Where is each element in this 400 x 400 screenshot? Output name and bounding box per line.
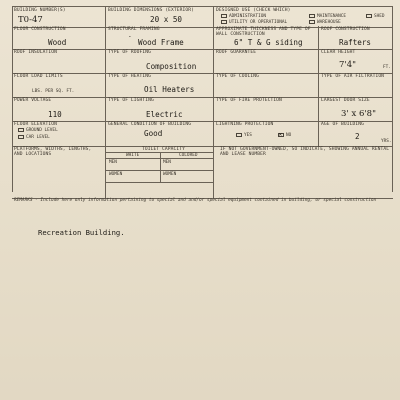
clear-height-value: 7'4" (339, 60, 357, 70)
condition-cell (106, 121, 214, 146)
car-level-checkbox[interactable] (18, 135, 24, 139)
building-age-value: 2 (355, 132, 360, 141)
row-6 (12, 121, 393, 147)
toilet-divider (106, 170, 214, 171)
wall-construction-label: APPROXIMATE THICKNESS AND TYPE OF WALL CONSTRUCTION (216, 27, 311, 37)
clear-height-label: CLEAR HEIGHT (321, 50, 356, 55)
toilet-capacity-cell (106, 146, 214, 198)
door-size-cell (319, 97, 393, 121)
toilet-men-colored-label: MEN (163, 160, 171, 165)
heating-cell (106, 73, 214, 97)
floor-load-cell (12, 73, 106, 97)
door-size-value: 3' x 6'8" (341, 109, 377, 119)
roof-construction-label: ROOF CONSTRUCTION (321, 27, 370, 32)
building-age-label: AGE OF BUILDING (321, 122, 364, 127)
door-size-label: LARGEST DOOR SIZE (321, 98, 370, 103)
lighting-cell (106, 97, 214, 121)
clear-height-unit: FT. (383, 65, 391, 70)
ground-level-checkbox[interactable] (18, 128, 24, 132)
roof-construction-cell (319, 26, 393, 49)
lighting-label: TYPE OF LIGHTING (108, 98, 154, 103)
power-voltage-value: 110 (48, 110, 62, 119)
utility-checkbox[interactable] (221, 20, 227, 24)
roof-insulation-label: ROOF INSULATION (14, 50, 57, 55)
roofing-type-cell (106, 49, 214, 73)
floor-elevation-cell (12, 121, 106, 146)
building-age-cell (319, 121, 393, 146)
maintenance-label: MAINTENANCE (317, 13, 347, 19)
form-right-border (392, 6, 393, 192)
administration-checkbox[interactable] (221, 14, 227, 18)
heating-value: Oil Heaters (144, 85, 195, 94)
designed-use-label: DESIGNED USE (CHECK WHICH) (216, 8, 291, 13)
wall-construction-cell (214, 26, 319, 49)
roof-guarantee-label: ROOF GUARANTEE (216, 50, 257, 55)
building-numbers-label: BUILDING NUMBER(S) (14, 8, 66, 13)
administration-label: ADMINISTRATION (229, 13, 267, 19)
lightning-no-checkmark-icon: ✕ (278, 131, 283, 138)
floor-load-label: FLOOR LOAD LIMITS (14, 74, 63, 79)
floor-construction-label: FLOOR CONSTRUCTION (14, 27, 66, 32)
ground-level-label: GROUND LEVEL (26, 127, 58, 133)
remarks-value: Recreation Building. (38, 228, 125, 237)
lightning-protection-cell (214, 121, 319, 146)
fire-protection-cell (214, 97, 319, 121)
row-7 (12, 146, 393, 199)
rental-cell (214, 146, 393, 198)
row-5 (12, 97, 393, 122)
toilet-capacity-label: TOILET CAPACITY (142, 147, 185, 152)
toilet-divider (106, 182, 214, 183)
toilet-white-header: WHITE (126, 153, 140, 158)
warehouse-label: WAREHOUSE (317, 19, 341, 25)
structural-framing-label: STRUCTURAL FRAMING (108, 27, 160, 32)
toilet-women-white-label: WOMEN (109, 172, 123, 177)
designed-use-cell (214, 7, 393, 27)
clear-height-cell (319, 49, 393, 73)
fire-protection-label: TYPE OF FIRE PROTECTION (216, 98, 282, 103)
toilet-women-colored-label: WOMEN (163, 172, 177, 177)
structural-framing-value: Wood Frame (138, 38, 184, 47)
air-filtration-label: TYPE OF AIR FILTRATION (321, 74, 385, 79)
dimensions-label: BUILDING DIMENSIONS (EXTERIOR) (108, 8, 194, 13)
warehouse-checkbox[interactable] (309, 20, 315, 24)
toilet-divider (106, 158, 214, 159)
car-level-label: CAR LEVEL (26, 134, 50, 140)
platforms-label: PLATFORMS, WIDTHS, LENGTHS, AND LOCATIONS (14, 147, 92, 157)
floor-load-unit: LBS. PER SQ. FT. (32, 89, 75, 94)
rental-label: IF NOT GOVERNMENT-OWNED, SO INDICATE, SHOWING ANNUAL RENTAL AND LEASE NUMBER (220, 147, 390, 157)
wall-construction-value: 6" T & G siding (234, 38, 303, 47)
building-age-unit: YRS. (381, 139, 392, 144)
condition-label: GENERAL CONDITION OF BUILDING (108, 122, 192, 127)
row-2 (12, 26, 393, 50)
roof-guarantee-cell (214, 49, 319, 73)
platforms-cell (12, 146, 106, 198)
floor-construction-cell (12, 26, 106, 49)
toilet-divider (160, 152, 161, 182)
row-3 (12, 49, 393, 74)
cooling-label: TYPE OF COOLING (216, 74, 259, 79)
lighting-value: Electric (146, 110, 183, 119)
structural-framing-cell (106, 26, 214, 49)
shed-label: SHED (374, 13, 385, 19)
lightning-protection-label: LIGHTNING PROTECTION (216, 122, 274, 127)
building-info-grid (12, 6, 393, 196)
building-numbers-value: T0-47 (18, 15, 43, 25)
power-voltage-cell (12, 97, 106, 121)
heating-label: TYPE OF HEATING (108, 74, 151, 79)
power-voltage-label: POWER VOLTAGE (14, 98, 52, 103)
floor-construction-value: Wood (48, 38, 67, 47)
row-4 (12, 73, 393, 98)
floor-elevation-label: FLOOR ELEVATION (14, 122, 57, 127)
lightning-yes-checkbox[interactable] (236, 133, 242, 137)
form-left-border (12, 6, 13, 192)
toilet-colored-header: COLORED (179, 153, 198, 158)
roofing-type-value: Composition (146, 62, 197, 71)
roof-insulation-cell (12, 49, 106, 73)
toilet-men-white-label: MEN (109, 160, 117, 165)
roof-construction-value: Rafters (339, 38, 372, 47)
row-1 (12, 6, 393, 28)
dimensions-value: 20 x 50 (150, 15, 183, 24)
roofing-type-label: TYPE OF ROOFING (108, 50, 151, 55)
lightning-yes-label: YES (244, 132, 252, 138)
structural-framing-dash: - (128, 33, 132, 40)
remarks-label: REMARKS - Include here only information pertaining to special and and/or special equipment contained in building, or special construction (14, 198, 377, 203)
dimensions-cell (106, 7, 214, 27)
condition-value: Good (144, 129, 163, 138)
lightning-no-label: NO (286, 132, 292, 138)
building-numbers-cell (12, 7, 106, 27)
utility-label: UTILITY OR OPERATIONAL (229, 19, 288, 25)
maintenance-checkbox[interactable] (309, 14, 315, 18)
shed-checkbox[interactable] (366, 14, 372, 18)
cooling-cell (214, 73, 319, 97)
air-filtration-cell (319, 73, 393, 97)
